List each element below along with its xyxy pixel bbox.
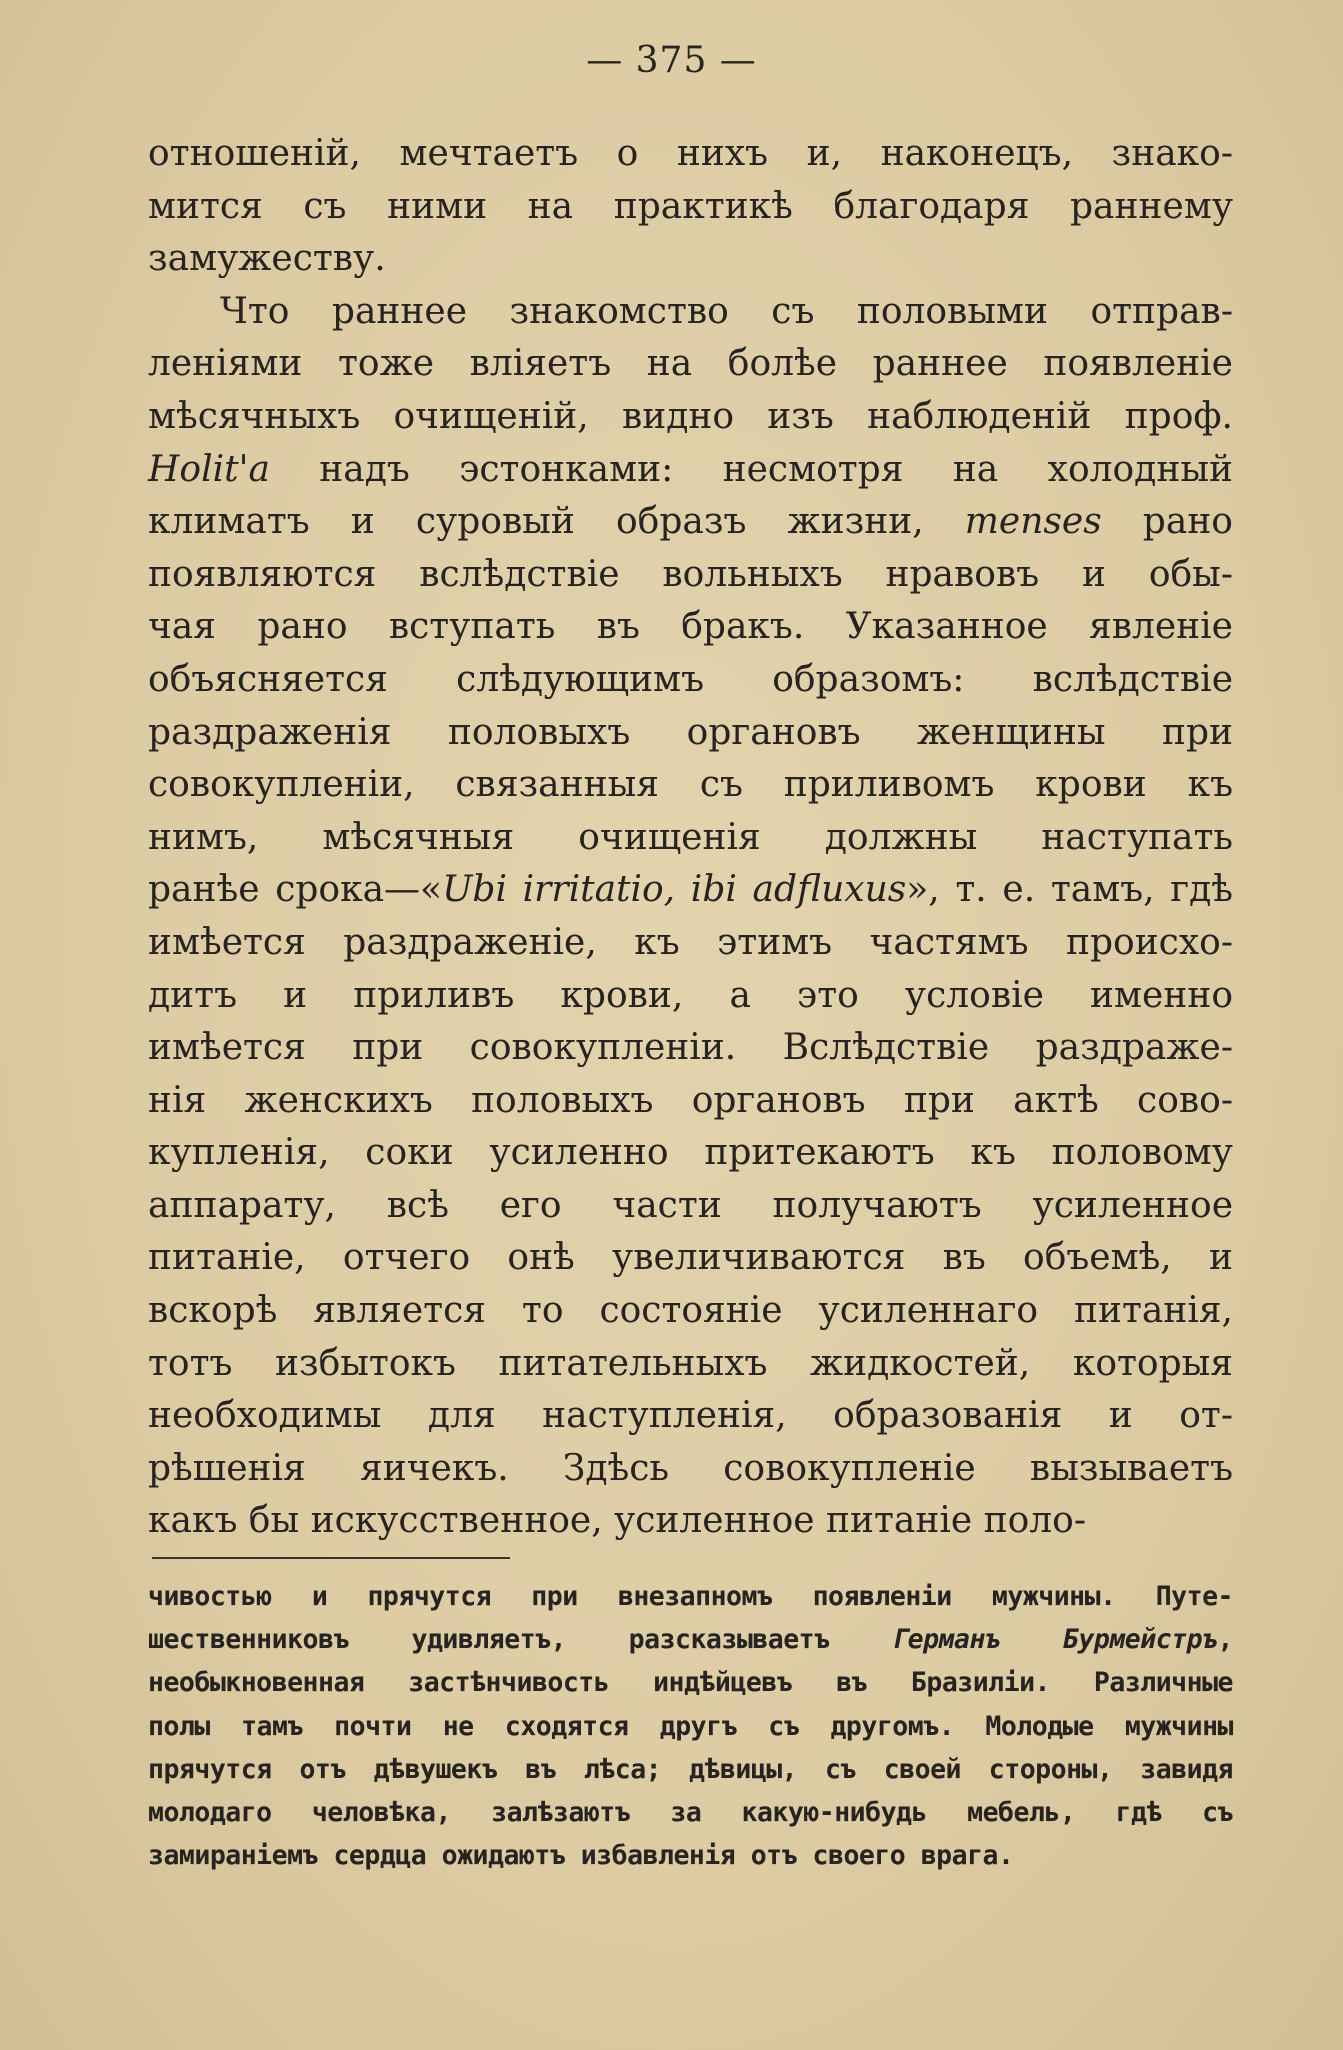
text-line: [148, 917, 1233, 970]
text-span: тотъ избытокъ питательныхъ жидкостей, которыя: [148, 1342, 1233, 1384]
text-line: [148, 286, 1233, 339]
text-line: [148, 549, 1233, 602]
text-span: нія женскихъ половыхъ органовъ при актѣ сово-: [148, 1079, 1233, 1121]
text-line: [148, 1232, 1233, 1285]
text-span: необходимы для наступленія, образованія и от-: [148, 1395, 1233, 1437]
text-line: [148, 1338, 1233, 1391]
text-span: мится съ ними на практикѣ благодаря раннему: [148, 185, 1233, 227]
text-span: надъ эстонками: несмотря на холодный: [269, 448, 1233, 490]
text-line: [148, 444, 1233, 497]
text-line: [148, 1285, 1233, 1338]
text-line: [148, 496, 1233, 549]
text-line: [148, 1180, 1233, 1233]
text-line: [148, 1390, 1233, 1443]
text-line: [148, 654, 1233, 707]
footnote-line: [148, 1705, 1233, 1748]
text-line: [148, 970, 1233, 1023]
text-span: объясняется слѣдующимъ образомъ: вслѣдствіе: [148, 658, 1233, 700]
text-span: Что раннее знакомство съ половыми отправ-: [220, 290, 1233, 332]
text-span: молодаго человѣка, залѣзаютъ за какую-нибудь мебель, гдѣ съ: [148, 1796, 1233, 1828]
text-span: дитъ и приливъ крови, а это условіе именно: [148, 974, 1233, 1016]
text-span: чивостью и прячутся при внезапномъ появленіи мужчины. Путе-: [148, 1581, 1233, 1612]
text-span: необыкновенная застѣнчивость индѣйцевъ въ Бразиліи. Различные: [148, 1667, 1233, 1699]
text-line: [148, 391, 1233, 444]
italic-span: Holit'a: [148, 448, 270, 490]
text-span: леніями тоже вліяетъ на болѣе раннее появленіе: [148, 343, 1233, 385]
italic-span: menses: [964, 501, 1102, 543]
text-line: [148, 233, 1233, 286]
text-span: аппарату, всѣ его части получаютъ усиленное: [148, 1184, 1233, 1226]
text-span: купленія, соки усиленно притекаютъ къ половому: [148, 1132, 1233, 1174]
footnote-line: [148, 1748, 1233, 1791]
text-span: какъ бы искусственное, усиленное питаніе поло-: [148, 1500, 1087, 1542]
text-line: [148, 864, 1233, 917]
text-span: имѣется при совокупленіи. Вслѣдствіе раздраже-: [148, 1027, 1233, 1069]
text-span: замираніемъ сердца ожидаютъ избавленія отъ своего врага.: [148, 1840, 1014, 1872]
page-number: — 375 —: [586, 40, 757, 81]
text-span: нимъ, мѣсячныя очищенія должны наступать: [148, 816, 1233, 858]
text-span: шественниковъ удивляетъ, разсказываетъ: [148, 1624, 893, 1656]
footnote: [148, 1575, 1233, 1877]
text-line: [148, 128, 1233, 181]
main-text: [148, 128, 1233, 1548]
italic-span: Германъ Бурмейстръ: [892, 1624, 1218, 1656]
text-span: ранѣе срока—«: [148, 869, 443, 911]
footnote-line: [148, 1661, 1233, 1704]
text-span: появляются вслѣдствіе вольныхъ нравовъ и обы-: [148, 553, 1233, 595]
footnote-line: [148, 1575, 1233, 1618]
text-span: чая рано вступать въ бракъ. Указанное явленіе: [148, 606, 1233, 648]
text-span: совокупленіи, связанныя съ приливомъ крови къ: [148, 764, 1233, 806]
text-line: [148, 1127, 1233, 1180]
text-line: [148, 338, 1233, 391]
text-span: », т. е. тамъ, гдѣ: [906, 869, 1233, 911]
text-span: полы тамъ почти не сходятся другъ съ другомъ. Молодые мужчины: [148, 1710, 1233, 1742]
text-span: вскорѣ является то состояніе усиленнаго питанія,: [148, 1290, 1233, 1332]
text-line: [148, 707, 1233, 760]
text-line: [148, 759, 1233, 812]
italic-span: Ubi irritatio, ibi adfluxus: [442, 869, 907, 911]
text-line: [148, 1075, 1233, 1128]
text-line: [148, 181, 1233, 234]
text-span: отношеній, мечтаетъ о нихъ и, наконецъ, знако-: [148, 133, 1233, 174]
text-span: климатъ и суровый образъ жизни,: [148, 501, 965, 543]
text-line: [148, 1495, 1233, 1548]
footnote-line: [148, 1618, 1233, 1661]
text-span: рѣшенія яичекъ. Здѣсь совокупленіе вызываетъ: [148, 1447, 1233, 1489]
footnote-line: [148, 1834, 1233, 1877]
text-line: [148, 1022, 1233, 1075]
text-span: прячутся отъ дѣвушекъ въ лѣса; дѣвицы, съ своей стороны, завидя: [148, 1753, 1233, 1785]
text-span: рано: [1101, 501, 1233, 543]
text-line: [148, 812, 1233, 865]
text-span: замужеству.: [148, 238, 386, 280]
text-span: ,: [1217, 1624, 1233, 1656]
text-line: [148, 601, 1233, 654]
text-line: [148, 1443, 1233, 1496]
footnote-separator: [152, 1557, 510, 1559]
text-span: мѣсячныхъ очищеній, видно изъ наблюденій проф.: [148, 395, 1233, 437]
text-span: раздраженія половыхъ органовъ женщины при: [148, 711, 1233, 753]
text-span: имѣется раздраженіе, къ этимъ частямъ происхо-: [148, 921, 1233, 963]
text-span: питаніе, отчего онѣ увеличиваются въ объемѣ, и: [148, 1237, 1233, 1279]
footnote-line: [148, 1791, 1233, 1834]
